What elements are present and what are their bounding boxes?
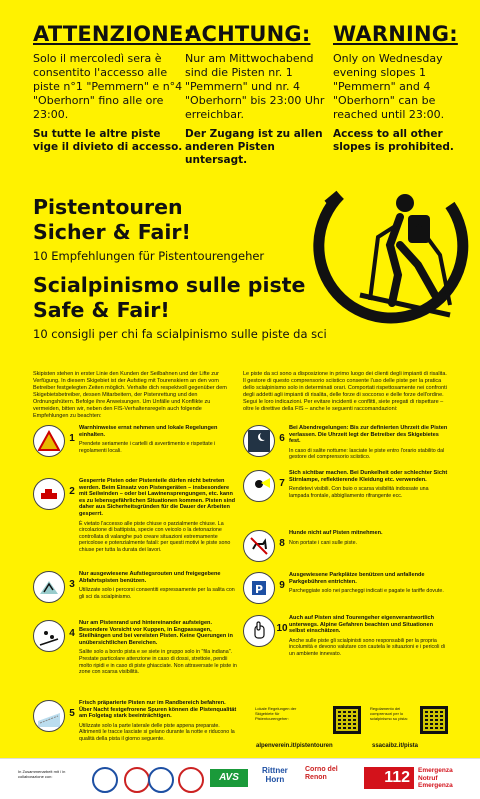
- title-de-line2: Sicher & Fair!: [33, 220, 191, 244]
- ski-tourer-icon: [300, 165, 475, 335]
- info-de: Lokale Regelungen der Skigebiete für Pistentourengeher:: [255, 706, 297, 721]
- warning-title-en: WARNING:: [333, 22, 458, 46]
- warning-english: [333, 22, 480, 154]
- titles: [33, 195, 333, 351]
- collaboration-note: In Zusammenarbeit mit / in collaborazione con:: [18, 769, 66, 779]
- warning-sign-icon: [33, 425, 65, 457]
- intro-it: Le piste da sci sono a disposizione in primo luogo dei clienti degli impianti di risalita. Il gestore di questo comprensorio sciistico consente l'uso delle piste per la pratica dello scialpinismo solo in determinati orari. Comportati rispettosamente nei confronti degli addetti agli impianti di risalita, delle forze di soccorso e delle forze dell'ordine. Segui le loro indicazioni. Per evitare incidenti e conflitti, siete pregati di rispettare – oltre le direttive della FIS – anche le seguenti raccomandazioni:: [243, 371, 447, 412]
- parking-icon: [243, 572, 275, 604]
- emergency-112-badge: 112: [364, 767, 414, 789]
- subtitle-it: 10 consigli per chi fa scialpinismo sulle piste da sci: [33, 327, 327, 341]
- rule-7: 7 Sich sichtbar machen. Bei Dunkelheit oder schlechter Sicht Stirnlampe, reflektierende Kleidung etc. verwenden. Rendetevi visibili. Con buio o scarsa visibilità indossate una lampada frontale, abbigliamento rifrangente ecc.: [243, 470, 449, 502]
- avs-logo: AVS: [210, 769, 248, 787]
- warning-title-de: ACHTUNG:: [185, 22, 311, 46]
- ascent-route-icon: [33, 571, 65, 603]
- corno-renon-logo: Corno del Renon: [305, 766, 338, 781]
- warning-title-it: ATTENZIONE:: [33, 22, 193, 46]
- rescue-logo-icon: [92, 767, 118, 793]
- police-logo-icon: [178, 767, 204, 793]
- title-it-line1: Scialpinismo sulle piste: [33, 273, 306, 297]
- title-de-line1: Pistentouren: [33, 195, 183, 219]
- warning-text-it: Solo il mercoledì sera è consentito l'accesso alle piste n°1 "Pemmern" e n°4 "Oberhorn" fino alle ore 23:00.: [33, 52, 183, 121]
- rule-4: 4 Nur am Pistenrand und hintereinander aufsteigen. Besondere Vorsicht vor Kuppen, in Engpassagen, Steilhängen und bei vereisten Pisten. Keine Querungen in unübersichtlichen Bereichen. Salite solo a bordo pista e se siete in gruppo solo in "fila indiana". Prestate particolare attenzione in caso di dossi, strettoie, pendii molto ripidi e in caso di piste ghiacciate. Non attraversate le piste in zone con scarsa visibilità.: [33, 620, 239, 676]
- warning-bold-it: Su tutte le altre piste vige il divieto di accesso.: [33, 128, 183, 153]
- headlamp-icon: [243, 470, 275, 502]
- rule-10: 10 Auch auf Pisten sind Tourengeher eigenverantwortlich unterwegs. Alpine Gefahren beachten und Situationen selbst einschätzen. Anche sulle piste gli scialpinisti sono responsabili per la propria incolumità e devono valutare con cautela le situazioni e i pericoli di un ambiente innevato.: [243, 615, 449, 658]
- hand-icon: [243, 615, 275, 647]
- svg-text:P: P: [254, 583, 264, 596]
- warning-german: [185, 22, 335, 167]
- no-dogs-icon: [243, 530, 275, 562]
- warning-bold-de: Der Zugang ist zu allen anderen Pisten untersagt.: [185, 128, 323, 166]
- emergency-label: Emergenza Notruf Emergenza: [418, 767, 453, 789]
- alpine-club-logo-icon: [124, 767, 150, 793]
- subtitle-de: 10 Empfehlungen für Pistentourengeher: [33, 249, 265, 263]
- url-de[interactable]: alpenverein.it/pistentouren: [256, 743, 333, 749]
- rule-3: 3 Nur ausgewiesene Aufstiegsrouten und freigegebene Abfahrtspisten benützen. Utilizzate solo i percorsi consentiti espressamente per la salita con gli sci da scialpinismo.: [33, 571, 239, 603]
- moon-clock-icon: [243, 425, 275, 457]
- snow-groomer-icon: [33, 478, 65, 510]
- footer: [0, 758, 480, 799]
- cai-logo-icon: [148, 767, 174, 793]
- qr-code-it[interactable]: [420, 706, 448, 734]
- warning-text-de: Nur am Mittwochabend sind die Pisten nr. 1 "Pemmern" und nr. 4 "Oberhorn" bis 23:00 Uhr erreichbar.: [185, 52, 325, 121]
- warning-bold-en: Access to all other slopes is prohibited.: [333, 128, 454, 153]
- rule-6: 6 Bei Abendregelungen: Bis zur definierten Uhrzeit die Pisten verlassen. Die Uhrzeit legt der Betreiber des Skigebietes fest. In caso di salite notturne: lasciate le piste entro l'orario stabilito dal gestore del comprensorio sciistico.: [243, 425, 449, 461]
- rule-1: 1 Warnhinweise ernst nehmen und lokale Regelungen einhalten. Prendete seriamente i cartelli di avvertimento e rispettate i regolamenti locali.: [33, 425, 239, 457]
- groomed-slope-icon: [33, 700, 65, 732]
- intro-de: Skipisten stehen in erster Linie den Kunden der Seilbahnen und der Lifte zur Verfügung. In diesem Skigebiet ist der Aufstieg mit Tourenskiern an den vom Betreiber festgelegten Zeiten möglich. Verhalte dich respektvoll gegenüber dem Skigebietsbetreiber, dessen Mitarbeitern, der Pistenrettung und den Ordnungshütern. Befolge ihre Anweisungen. Um Unfälle und Konflikte zu vermeiden, bitten wir, neben den FIS-Verhaltensregeln auch folgende Empfehlungen zu beachten:: [33, 371, 227, 419]
- info-it: Regolamento dei comprensori per lo scialpinismo su pista:: [370, 706, 408, 721]
- rule-2: 2 Gesperrte Pisten oder Pistenteile dürfen nicht betreten werden. Beim Einsatz von Pistengeräten – insbesondere mit Seilwinden – oder bei Lawinensprengungen, etc. kann es zu lebensgefährlichen Situationen kommen. Pisten sind daher aus Sicherheitsgründen für die Dauer der Arbeiten gesperrt. È vietato l'accesso alle piste chiuse o parzialmente chiuse. La circolazione di battipista, specie con veicolo o la detonazione controllata di valanghe può creare situazioni estremamente pericolose e potenzialmente fatali: per questi motivi le piste sono chiuse per tutta la durata dei lavori.: [33, 478, 239, 554]
- rittner-horn-logo: Rittner Horn: [262, 766, 288, 784]
- rule-9: P 9 Ausgewiesene Parkplätze benützen und anfallende Parkgebühren entrichten. Parcheggiate solo nei parcheggi indicati e pagate le tariffe dovute.: [243, 572, 449, 604]
- qr-code-de[interactable]: [333, 706, 361, 734]
- single-file-icon: [33, 620, 65, 652]
- rule-8: 8 Hunde nicht auf Pisten mitnehmen. Non portate i cani sulle piste.: [243, 530, 449, 562]
- title-it-line2: Safe & Fair!: [33, 298, 170, 322]
- warning-text-en: Only on Wednesday evening slopes 1 "Pemmern" and 4 "Oberhorn" can be reached until 23:00.: [333, 52, 445, 121]
- warning-italian: [33, 22, 193, 154]
- rule-5: 5 Frisch präparierte Pisten nur im Randbereich befahren. Über Nacht festgefrorene Spuren können die Pistenqualität am Folgetag stark beeinträchtigen. Utilizzate solo la parte laterale delle piste appena preparate. Altrimenti le tracce lasciate si gelano durante la notte e riducono la qualità della pista il giorno seguente.: [33, 700, 239, 743]
- url-it[interactable]: ssacaibz.it/pista: [372, 743, 419, 749]
